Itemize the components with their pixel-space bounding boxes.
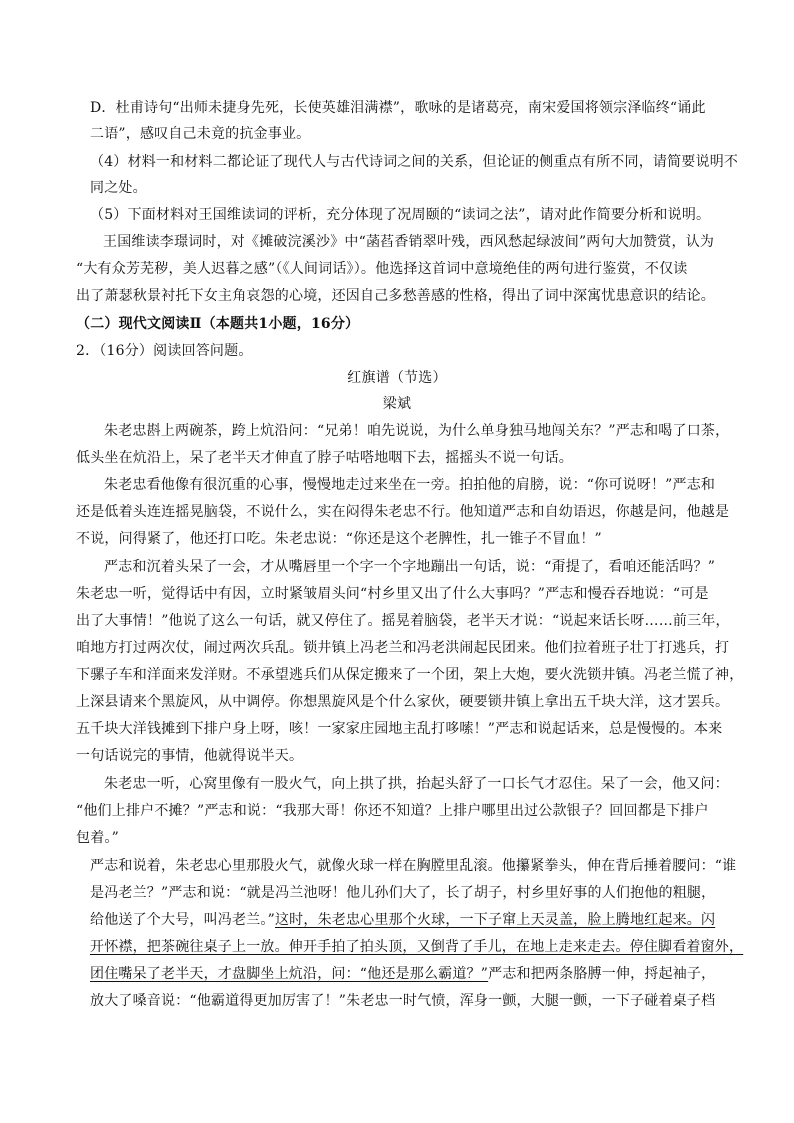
- body-line-7: 朱老忠一听，觉得话中有因，立时紧皱眉头问“村乡里又出了什么大事吗？”严志和慢吞吞地说：“可是: [76, 586, 709, 602]
- underlined-passage-part-3: 团住嘴呆了老半天，才盘脚坐上炕沿，问：“他还是那么霸道？”: [90, 966, 489, 982]
- body-line-1: 朱老忠斟上两碗茶，跨上炕沿问：“兄弟！咱先说说，为什么单身独马地闯关东？”严志和喝了口茶，: [104, 423, 730, 439]
- body-line-21: [90, 964, 715, 984]
- body-line-2: 低头坐在炕沿上，呆了老半天才伸直了脖子咕嗒地咽下去，摇摇头不说一句话。: [76, 450, 573, 466]
- material-line-2: “大有众芳芜秽，美人迟暮之感”（《人间词话》）。他选择这首词中意境绝佳的两句进行鉴赏，不仅读: [76, 261, 688, 277]
- body-line-4: 还是低着头连连摇晃脑袋，不说什么，实在闷得朱老忠不行。他知道严志和自幼语迟，你越是问，他越是: [76, 504, 730, 520]
- body-line-19-text: 给他送了个大号，叫冯老兰。”: [90, 912, 275, 928]
- body-line-5: 不说，问得紧了，他还打口吃。朱老忠说：“你还是这个老脾性，扎一锥子不冒血！”: [76, 531, 602, 547]
- body-line-17: 严志和说着，朱老忠心里那股火气，就像火球一样在胸膛里乱滚。他攥紧拳头，伸在背后捶着腰问：“谁: [90, 858, 737, 874]
- body-line-18: 是冯老兰？”严志和说：“就是冯兰池呀！他儿孙们大了，长了胡子，村乡里好事的人们抱他的粗腿，: [90, 885, 716, 901]
- body-line-22: 放大了嗓音说：“他霸道得更加厉害了！”朱老忠一时气愤，浑身一颤，大腿一颤，一下子碰着桌子档: [90, 993, 716, 1009]
- body-line-3: 朱老忠看他像有很沉重的心事，慢慢地走过来坐在一旁。拍拍他的肩膀，说：“你可说呀！”严志和: [104, 477, 716, 493]
- body-line-10: 下骡子车和洋面来发洋财。不承望逃兵们从保定搬来了一个团，架上大炮，要火洗锁井镇。冯老兰慌了神，: [76, 667, 744, 683]
- material-line-3: 出了萧瑟秋景衬托下女主角哀怨的心境，还因自己多愁善感的性格，得出了词中深寓忧患意识的结论。: [76, 288, 715, 304]
- body-line-21-tail: 严志和把两条胳膊一伸，捋起袖子，: [488, 966, 716, 982]
- material-line-1: 王国维读李璟词时，对《摊破浣溪沙》中“菡萏香销翠叶残，西风愁起绿波间”两句大加赞赏，认为: [103, 234, 715, 250]
- underlined-passage-part-2: 开怀襟，把茶碗往桌子上一放。伸开手拍了拍头顶，又倒背了手儿，在地上走来走去。停住脚看着窗外，: [90, 939, 744, 955]
- body-line-19: [90, 910, 715, 930]
- section-heading: （二）现代文阅读Ⅱ（本题共1小题，16分）: [76, 316, 360, 332]
- body-line-15: “他们上排户不摊？”严志和说：“我那大哥！你还不知道？上排户哪里出过公款银子？回回都是下排户: [76, 803, 709, 819]
- body-line-11: 上深县请来个黑旋风，从中调停。你想黑旋风是个什么家伙，硬要锁井镇上拿出五千块大洋，这才罢兵。: [76, 694, 730, 710]
- body-line-12: 五千块大洋钱摊到下排户身上呀，咳！一家家庄园地主乱打哆嗦！”严志和说起话来，总是慢慢的。本来: [76, 721, 723, 737]
- option-d-line-2: 二语”，感叹自己未竟的抗金事业。: [90, 126, 311, 142]
- body-line-6: 严志和沉着头呆了一会，才从嘴唇里一个字一个字地蹦出一句话，说：“甭提了，看咱还能活吗？”: [104, 559, 716, 575]
- option-d-line-1: D．杜甫诗句“出师未捷身先死，长使英雄泪满襟”，歌咏的是诸葛亮，南宋爱国将领宗泽临终“诵此: [90, 100, 706, 116]
- question-4-line-1: （4）材料一和材料二都论证了现代人与古代诗词之间的关系，但论证的侧重点有所不同，请简要说明不: [90, 154, 739, 170]
- article-author: 梁斌: [382, 396, 412, 412]
- question-5-line: （5）下面材料对王国维读词的评析，充分体现了况周颐的“读词之法”，请对此作简要分析和说明。: [90, 207, 711, 223]
- article-title: 红旗谱（节选）: [347, 370, 447, 386]
- body-line-14: 朱老忠一听，心窝里像有一股火气，向上拱了拱，抬起头舒了一口长气才忍住。呆了一会，他又问：: [104, 776, 729, 792]
- body-line-8: 出了大事情！”他说了这么一句话，就又停住了。摇晃着脑袋，老半天才说：“说起来话长呀……前三年，: [76, 613, 730, 629]
- underlined-passage-part-1: 这时，朱老忠心里那个火球，一下子窜上天灵盖，脸上腾地红起来。闪: [274, 912, 716, 928]
- body-line-9: 咱地方打过两次仗，闹过两次兵乱。锁井镇上冯老兰和冯老洪闹起民团来。他们拉着班子壮丁打逃兵，打: [76, 640, 730, 656]
- question-2-heading: 2．（16分）阅读回答问题。: [76, 343, 253, 359]
- body-line-13: 一句话说完的事情，他就得说半天。: [76, 748, 304, 764]
- body-line-16: 包着。”: [76, 830, 119, 846]
- question-4-line-2: 同之处。: [90, 180, 147, 196]
